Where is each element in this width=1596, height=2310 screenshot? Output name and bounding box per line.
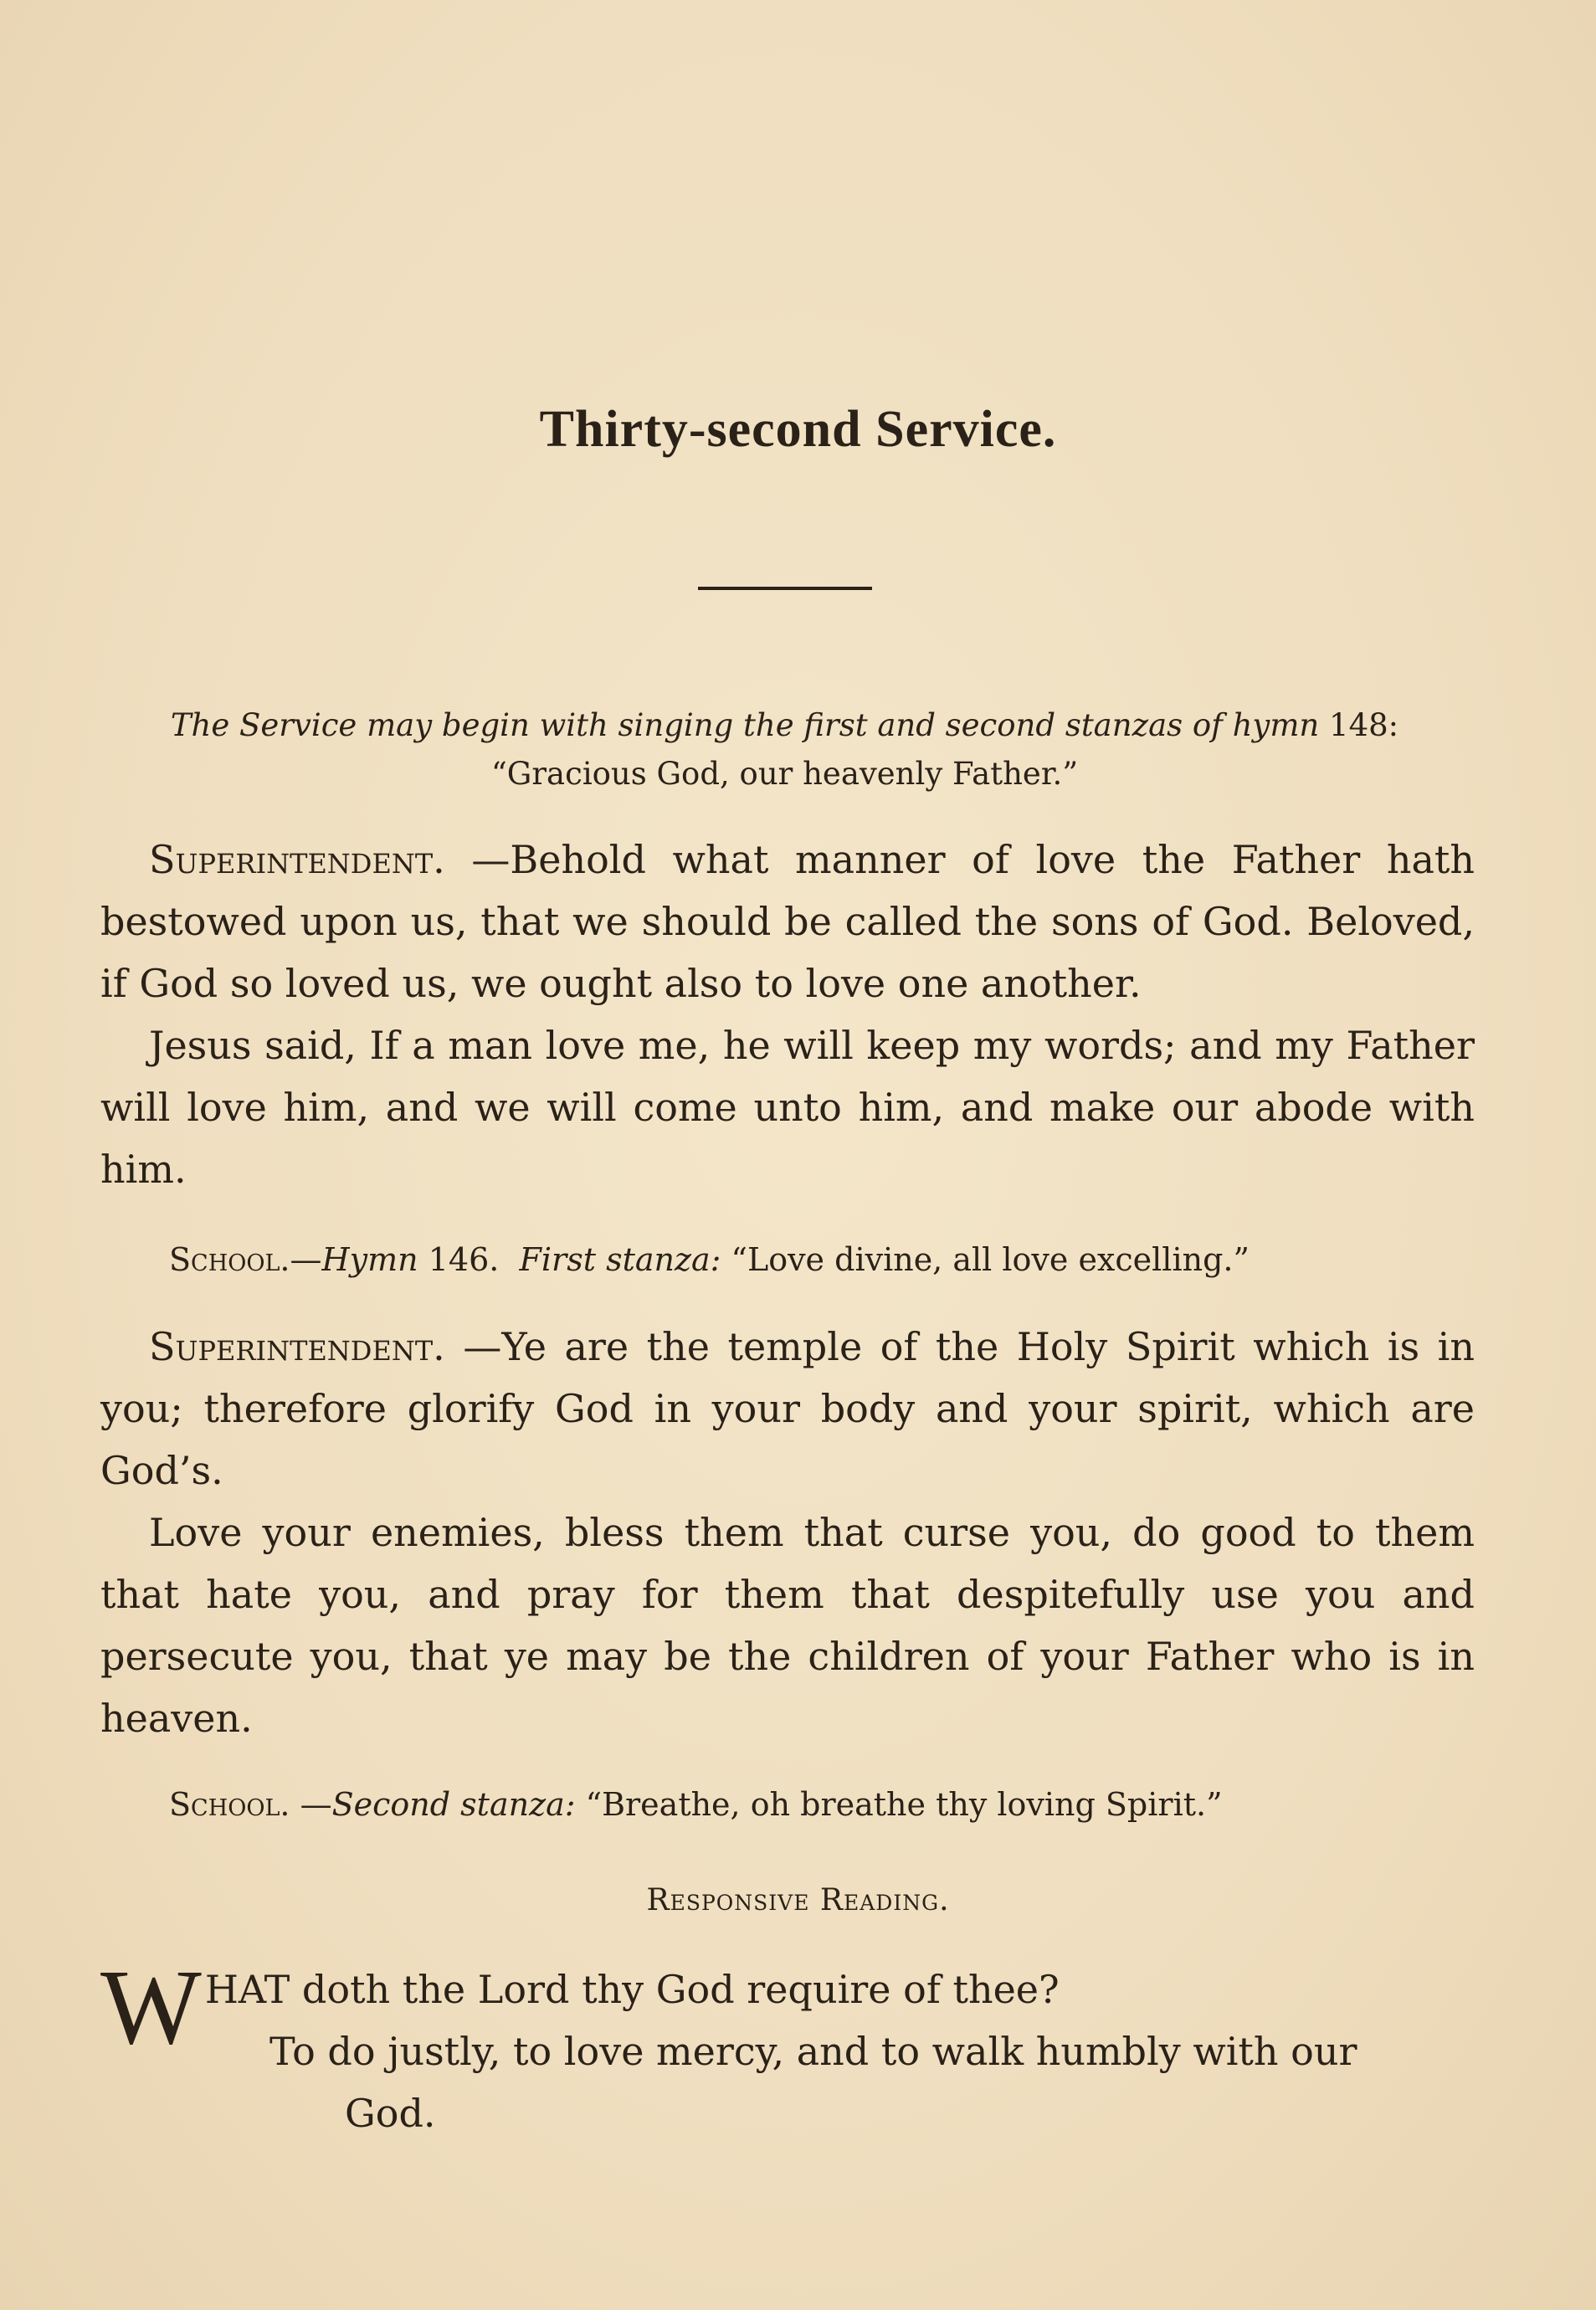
school-quote: “Breathe, oh breathe thy loving Spirit.” — [585, 1786, 1223, 1823]
question-text: HAT doth the Lord thy God require of thee? — [204, 1967, 1060, 2012]
superintendent-para-2a — [100, 1316, 1475, 1502]
intro-instruction — [100, 701, 1469, 798]
superintendent-para-2b — [100, 1502, 1475, 1749]
superintendent-text: Ye are the temple of the Holy Spirit which is in you; therefore glorify God in your body and your spirit, which are God’s. — [100, 1324, 1475, 1493]
school-response-1 — [169, 1239, 1475, 1281]
answer-line-2: God. — [345, 2091, 436, 2136]
school-response-2 — [169, 1784, 1475, 1825]
superintendent-section-1 — [100, 829, 1475, 1200]
intro-hymn-quote: “Gracious God, our heavenly Father.” — [490, 756, 1079, 792]
service-title: Thirty-second Service. — [539, 401, 1057, 458]
superintendent-para-1a — [100, 829, 1475, 1014]
drop-cap: W — [100, 1948, 202, 2066]
title-divider — [698, 587, 872, 590]
speaker-label: Superintendent. — [149, 1324, 445, 1369]
intro-italic-text: The Service may begin with singing the first and second stanzas of hymn — [170, 707, 1320, 743]
school-label: School. — [169, 1786, 290, 1823]
hymn-number: 146. — [428, 1241, 500, 1278]
responsive-reading-heading: Responsive Reading. — [646, 1883, 950, 1917]
intro-hymn-number: 148: — [1329, 707, 1399, 743]
school-quote: “Love divine, all love excelling.” — [731, 1241, 1250, 1278]
school-label: School. — [169, 1241, 290, 1278]
superintendent-text: Behold what manner of love the Father hath bestowed upon us, that we should be called the sons of God. Beloved, if God so loved us, we ought also to love one another. — [100, 837, 1475, 1006]
speaker-label: Superintendent. — [149, 837, 445, 882]
school-dash: — — [290, 1786, 332, 1823]
stanza-label: First stanza: — [519, 1241, 721, 1278]
school-dash: — — [290, 1241, 322, 1278]
hymn-label: Hymn — [321, 1241, 418, 1278]
speaker-dash: — — [444, 1324, 502, 1369]
answer-line-1: To do justly, to love mercy, and to walk humbly with our — [269, 2029, 1357, 2074]
responsive-answer — [269, 2020, 1475, 2144]
speaker-dash: — — [444, 837, 511, 882]
superintendent-section-2 — [100, 1316, 1475, 1749]
stanza-label: Second stanza: — [331, 1786, 576, 1823]
superintendent-text: Jesus said, If a man love me, he will keep my words; and my Father will love him, and we will come unto him, and make our abode with him. — [100, 1023, 1475, 1192]
superintendent-para-1b — [100, 1014, 1475, 1200]
superintendent-text: Love your enemies, bless them that curse you, do good to them that hate you, and pray for them that despitefully use you and persecute you, that ye may be the children of your Father who is in heaven. — [100, 1510, 1475, 1741]
